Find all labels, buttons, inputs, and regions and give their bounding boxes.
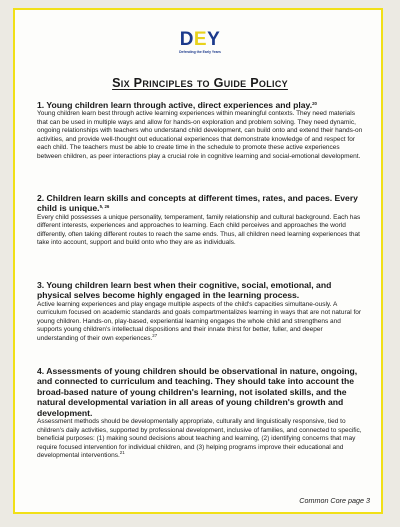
principle-body-text: Every child possesses a unique personality, temperament, family relationship and cultural background. Each has different interests, experiences and approaches to learning. Each child perceives and approaches the world differently, often taking different routes to reach the same ends. Thus, all children need learning experiences that take into account, support and build onto who they are as individuals. <box>37 213 361 247</box>
principle-4 <box>37 366 365 461</box>
principle-3 <box>37 280 365 343</box>
principle-2 <box>37 193 365 248</box>
principle-body <box>37 418 365 461</box>
logo-letters <box>168 30 232 50</box>
logo-letter-d: D <box>179 29 194 50</box>
principle-heading <box>37 280 365 301</box>
principle-body-text: Young children learn best through active learning experiences within meaningful contexts. They need materials that can be used in multiple ways and allow for hands-on exploration and problem solving. They need dynamic, ongoing relationships with teachers who understand child development, can build onto and extend their hands-on activities, and provide well-thought out educational experiences that demonstrate knowledge of and respect for each child. The teachers must be able to create time in the schedule to promote these active experiences between children, as peer interactions play a crucial role in cognitive learning and social-emotional development. <box>37 110 363 160</box>
page-footer: Common Core page 3 <box>299 496 370 505</box>
principle-body <box>37 301 365 344</box>
logo-letter-e: E <box>193 29 208 50</box>
footnote-ref: 27 <box>152 332 158 338</box>
principle-body <box>37 214 365 248</box>
logo-letter-y: Y <box>207 29 221 50</box>
principle-body-text: Assessment methods should be developmentally appropriate, culturally and linguistically responsive, tied to children's daily activities, supported by professional development, inclusive of families, and connected to specific, beneficial purposes: (1) making sound decisions about teaching and learning, (2) identifying concerns that may require focused intervention for individual children, and (3) helping programs improve their educational and developmental interventions. <box>37 418 362 460</box>
principle-heading-text: 4. Assessments of young children should be observational in nature, ongoing, and connected to curriculum and teaching. They should take into account the broad-based nature of young children's learning, not isolated skills, and the natural developmental variation in all areas of young children's growth and development. <box>37 366 358 418</box>
principle-body-text: Active learning experiences and play engage multiple aspects of the child's capacities simultane-ously. A curriculum focused on academic standards and goals compartmentalizes learning in ways that are not natural for young children. Hands-on, play-based, experiential learning engages the whole child and strengthens and supports young children's intellectual dispositions and their innate thirst for better, fuller, and deeper understanding of their own experiences. <box>37 300 362 342</box>
footnote-ref: 5, 26 <box>99 204 110 210</box>
principle-heading-text: 2. Children learn skills and concepts at different times, rates, and paces. Every child is unique. <box>37 193 358 214</box>
principle-heading <box>37 366 365 418</box>
footnote-ref: 21 <box>119 450 125 456</box>
principle-heading <box>37 100 365 110</box>
logo-tagline: Defending the Early Years <box>179 50 221 54</box>
footnote-ref: 20 <box>312 101 317 106</box>
principle-heading-text: 3. Young children learn best when their cognitive, social, emotional, and physical selves become highly engaged in the learning process. <box>37 280 332 301</box>
principle-heading-text: 1. Young children learn through active, direct experiences and play. <box>37 100 313 110</box>
page-title: Six Principles to Guide Policy <box>112 76 288 90</box>
principle-1 <box>37 100 365 161</box>
principle-heading <box>37 193 365 214</box>
dey-logo <box>168 30 232 54</box>
principle-body <box>37 110 365 161</box>
